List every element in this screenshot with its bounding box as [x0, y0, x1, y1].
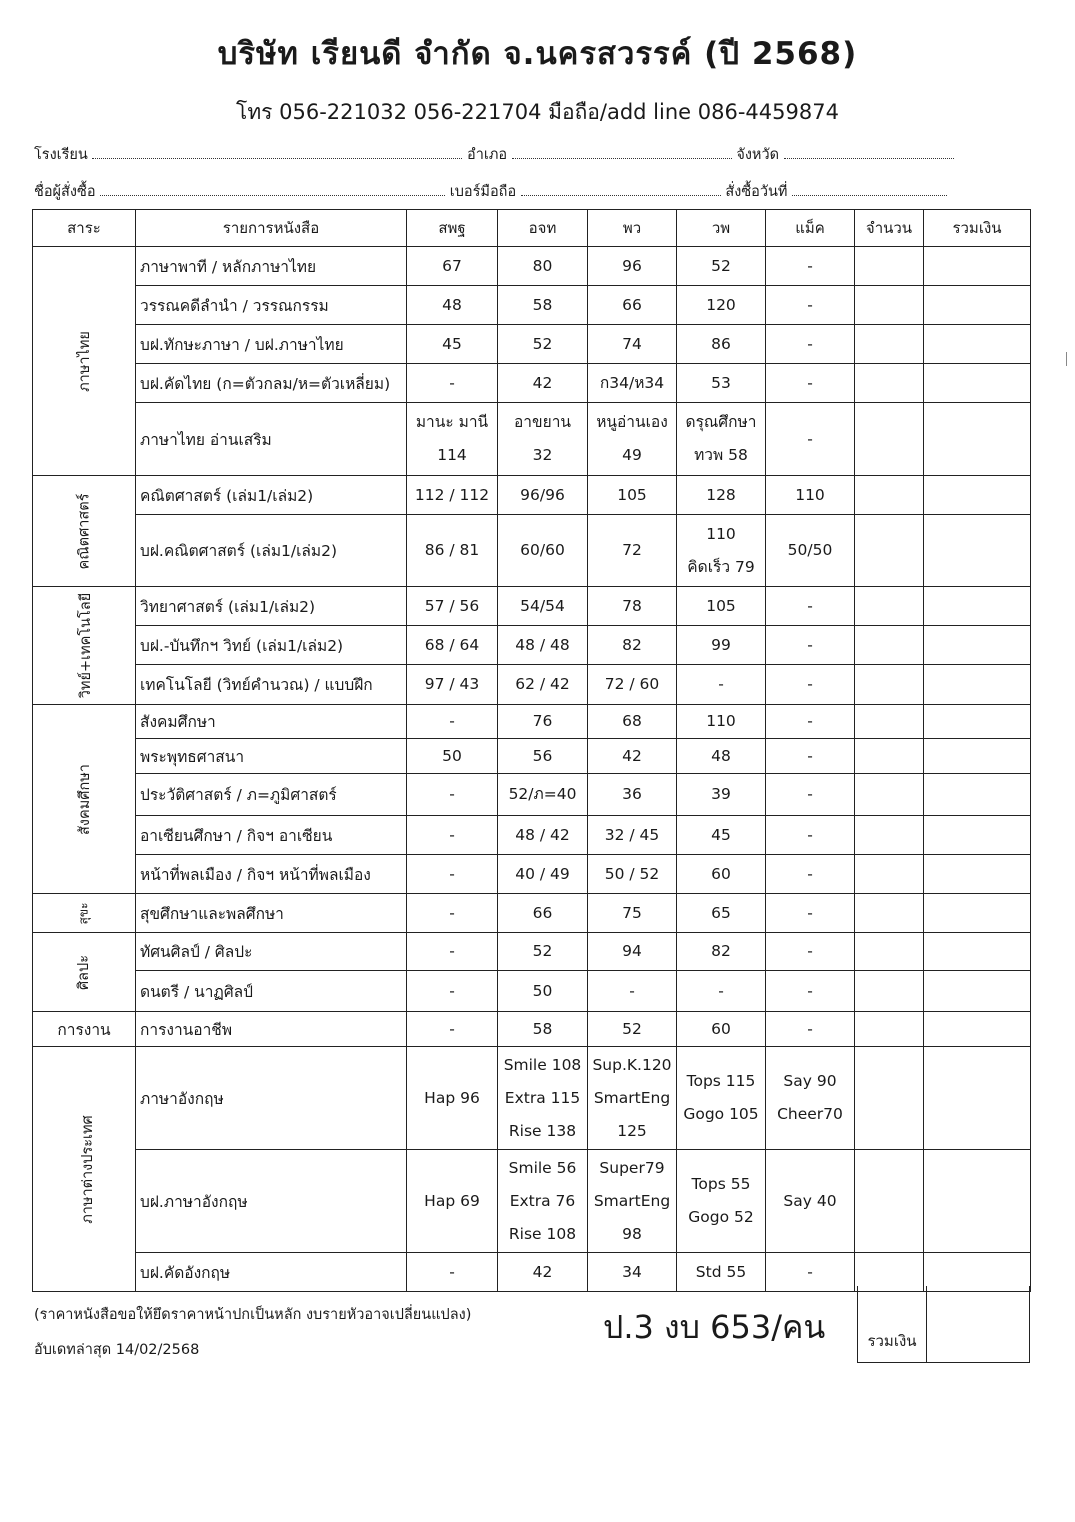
table-row [33, 364, 1031, 403]
book-title: วิทยาศาสตร์ (เล่ม1/เล่ม2) [136, 587, 407, 626]
subject-art: ศิลปะ [33, 933, 136, 1012]
price-cell: 58 [498, 286, 588, 325]
price-cell: - [766, 1012, 855, 1047]
table-row [33, 1047, 1031, 1150]
quantity-cell[interactable] [855, 587, 924, 626]
total-cell[interactable] [924, 587, 1031, 626]
price-cell: 99 [677, 626, 766, 665]
quantity-cell[interactable] [855, 816, 924, 855]
price-cell: - [766, 739, 855, 774]
price-cell: 56 [498, 739, 588, 774]
grand-total-field[interactable] [927, 1286, 1029, 1361]
book-title: วรรณคดีลำนำ / วรรณกรรม [136, 286, 407, 325]
price-cell: 110 [766, 476, 855, 515]
total-cell[interactable] [924, 1012, 1031, 1047]
quantity-cell[interactable] [855, 403, 924, 476]
table-row [33, 739, 1031, 774]
price-cell: - [407, 816, 498, 855]
price-cell: 48 / 42 [498, 816, 588, 855]
total-cell[interactable] [924, 774, 1031, 816]
price-cell: 50 [498, 971, 588, 1012]
total-cell[interactable] [924, 665, 1031, 705]
district-label: อำเภอ [467, 147, 508, 163]
quantity-cell[interactable] [855, 476, 924, 515]
book-title: การงานอาชีพ [136, 1012, 407, 1047]
price-cell: 57 / 56 [407, 587, 498, 626]
book-title: ทัศนศิลป์ / ศิลปะ [136, 933, 407, 971]
quantity-cell[interactable] [855, 515, 924, 587]
price-cell: 40 / 49 [498, 855, 588, 894]
price-cell: - [766, 894, 855, 933]
quantity-cell[interactable] [855, 286, 924, 325]
subject-foreign: ภาษาต่างประเทศ [33, 1047, 136, 1292]
price-cell: 72 / 60 [588, 665, 677, 705]
school-label: โรงเรียน [34, 147, 88, 163]
price-cell: 54/54 [498, 587, 588, 626]
total-cell[interactable] [924, 1047, 1031, 1150]
form-line-school [34, 143, 954, 166]
quantity-cell[interactable] [855, 971, 924, 1012]
book-title: บฝ.คณิตศาสตร์ (เล่ม1/เล่ม2) [136, 515, 407, 587]
mobile-field[interactable] [521, 182, 721, 196]
price-cell: - [766, 403, 855, 476]
price-cell: - [766, 816, 855, 855]
book-title: เทคโนโลยี (วิทย์คำนวณ) / แบบฝึก [136, 665, 407, 705]
price-cell: Std 55 [677, 1253, 766, 1292]
col-header-quantity: จำนวน [855, 210, 924, 247]
price-cell: 42 [498, 364, 588, 403]
table-row [33, 403, 1031, 476]
total-cell[interactable] [924, 739, 1031, 774]
grand-total-box [857, 1286, 1030, 1363]
price-cell: Hap 69 [407, 1150, 498, 1253]
total-cell[interactable] [924, 971, 1031, 1012]
buyer-label: ชื่อผู้สั่งซื้อ [34, 184, 96, 200]
quantity-cell[interactable] [855, 933, 924, 971]
price-cell: - [407, 1012, 498, 1047]
col-header-subject: สาระ [33, 210, 136, 247]
quantity-cell[interactable] [855, 894, 924, 933]
price-cell: 52 [498, 325, 588, 364]
total-cell[interactable] [924, 705, 1031, 739]
price-cell: 110 คิดเร็ว 79 [677, 515, 766, 587]
table-row [33, 1150, 1031, 1253]
contact-phone: โทร 056-221032 056-221704 มือถือ/add line 086-4459874 [236, 100, 839, 124]
book-title: ดนตรี / นาฏศิลป์ [136, 971, 407, 1012]
price-cell: 110 [677, 705, 766, 739]
quantity-cell[interactable] [855, 325, 924, 364]
price-cell: 52/ภ=40 [498, 774, 588, 816]
col-header-pw: พว [588, 210, 677, 247]
book-title: ภาษาไทย อ่านเสริม [136, 403, 407, 476]
price-cell: 34 [588, 1253, 677, 1292]
table-row [33, 855, 1031, 894]
book-order-table [32, 209, 1031, 1292]
book-title: อาเซียนศึกษา / กิจฯ อาเซียน [136, 816, 407, 855]
quantity-cell[interactable] [855, 1150, 924, 1253]
district-field[interactable] [512, 145, 732, 159]
total-cell[interactable] [924, 247, 1031, 286]
subject-social: สังคมศึกษา [33, 705, 136, 894]
price-cell: - [407, 705, 498, 739]
price-cell: Tops 55 Gogo 52 [677, 1150, 766, 1253]
school-field[interactable] [92, 145, 462, 159]
price-cell: 86 / 81 [407, 515, 498, 587]
price-cell: 78 [588, 587, 677, 626]
price-cell: อาขยาน 32 [498, 403, 588, 476]
price-cell: 50/50 [766, 515, 855, 587]
price-cell: Smile 108 Extra 115 Rise 138 [498, 1047, 588, 1150]
price-cell: 120 [677, 286, 766, 325]
grand-total-label: รวมเงิน [858, 1286, 927, 1362]
price-cell: 80 [498, 247, 588, 286]
price-cell: 50 [407, 739, 498, 774]
subject-health: สุขะ [33, 894, 136, 933]
price-cell: 94 [588, 933, 677, 971]
price-cell: 97 / 43 [407, 665, 498, 705]
quantity-cell[interactable] [855, 774, 924, 816]
company-title: บริษัท เรียนดี จำกัด จ.นครสวรรค์ (ปี 2568) [217, 36, 858, 72]
price-cell: 105 [677, 587, 766, 626]
price-cell: 86 [677, 325, 766, 364]
price-cell: 96/96 [498, 476, 588, 515]
price-cell: - [766, 626, 855, 665]
col-header-wp: วพ [677, 210, 766, 247]
price-cell: - [766, 325, 855, 364]
price-cell: - [407, 774, 498, 816]
price-cell: ก34/ห34 [588, 364, 677, 403]
budget-per-student: ป.3 งบ 653/คน [603, 1308, 826, 1346]
price-cell: 82 [588, 626, 677, 665]
quantity-cell[interactable] [855, 705, 924, 739]
col-header-obec: สพฐ [407, 210, 498, 247]
subject-work: การงาน [33, 1012, 136, 1047]
price-cell: - [766, 364, 855, 403]
book-title: บฝ.คัดอังกฤษ [136, 1253, 407, 1292]
table-row [33, 476, 1031, 515]
order-date-field[interactable] [792, 182, 947, 196]
price-cell: 72 [588, 515, 677, 587]
total-cell[interactable] [924, 816, 1031, 855]
price-cell: - [407, 1253, 498, 1292]
price-note: (ราคาหนังสือขอให้ยึดราคาหน้าปกเป็นหลัก งบรายหัวอาจเปลี่ยนแปลง) [34, 1307, 472, 1323]
quantity-cell[interactable] [855, 665, 924, 705]
subject-thai: ภาษาไทย [33, 247, 136, 476]
col-header-total: รวมเงิน [924, 210, 1031, 247]
price-cell: 42 [588, 739, 677, 774]
price-cell: - [407, 933, 498, 971]
mobile-label: เบอร์มือถือ [449, 184, 517, 200]
order-date-label: สั่งซื้อวันที่ [725, 184, 788, 200]
price-cell: - [766, 855, 855, 894]
table-row [33, 705, 1031, 739]
total-cell[interactable] [924, 515, 1031, 587]
price-cell: - [407, 855, 498, 894]
table-row [33, 971, 1031, 1012]
price-cell: 66 [588, 286, 677, 325]
table-row [33, 1012, 1031, 1047]
price-cell: 62 / 42 [498, 665, 588, 705]
table-row [33, 933, 1031, 971]
price-cell: 45 [677, 816, 766, 855]
table-row [33, 774, 1031, 816]
price-cell: - [407, 364, 498, 403]
quantity-cell[interactable] [855, 626, 924, 665]
price-cell: 48 [677, 739, 766, 774]
price-cell: 48 [407, 286, 498, 325]
total-cell[interactable] [924, 403, 1031, 476]
price-cell: - [766, 286, 855, 325]
table-row [33, 247, 1031, 286]
book-title: คณิตศาสตร์ (เล่ม1/เล่ม2) [136, 476, 407, 515]
price-cell: 39 [677, 774, 766, 816]
price-cell: 96 [588, 247, 677, 286]
price-cell: - [588, 971, 677, 1012]
price-cell: มานะ มานี 114 [407, 403, 498, 476]
table-row [33, 286, 1031, 325]
price-cell: - [766, 587, 855, 626]
total-cell[interactable] [924, 894, 1031, 933]
quantity-cell[interactable] [855, 1047, 924, 1150]
price-cell: - [766, 705, 855, 739]
price-cell: หนูอ่านเอง 49 [588, 403, 677, 476]
table-row [33, 626, 1031, 665]
header-row [33, 210, 1031, 247]
province-label: จังหวัด [736, 147, 780, 163]
price-cell: 58 [498, 1012, 588, 1047]
price-cell: 45 [407, 325, 498, 364]
price-cell: 68 / 64 [407, 626, 498, 665]
price-cell: - [766, 1253, 855, 1292]
price-cell: Tops 115 Gogo 105 [677, 1047, 766, 1150]
book-title: บฝ.ภาษาอังกฤษ [136, 1150, 407, 1253]
book-title: บฝ.คัดไทย (ก=ตัวกลม/ห=ตัวเหลี่ยม) [136, 364, 407, 403]
book-title: บฝ.ทักษะภาษา / บฝ.ภาษาไทย [136, 325, 407, 364]
price-cell: Say 40 [766, 1150, 855, 1253]
book-title: พระพุทธศาสนา [136, 739, 407, 774]
price-cell: 65 [677, 894, 766, 933]
margin-mark [1066, 352, 1067, 366]
table-row [33, 816, 1031, 855]
quantity-cell[interactable] [855, 739, 924, 774]
price-cell: 76 [498, 705, 588, 739]
price-cell: 75 [588, 894, 677, 933]
price-cell: 66 [498, 894, 588, 933]
col-header-mac: แม็ค [766, 210, 855, 247]
subject-science: วิทย์+เทคโนโลยี [33, 587, 136, 705]
price-cell: 32 / 45 [588, 816, 677, 855]
col-header-aksorn: อจท [498, 210, 588, 247]
book-title: ประวัติศาสตร์ / ภ=ภูมิศาสตร์ [136, 774, 407, 816]
price-cell: 74 [588, 325, 677, 364]
col-header-book: รายการหนังสือ [136, 210, 407, 247]
total-cell[interactable] [924, 325, 1031, 364]
total-cell[interactable] [924, 933, 1031, 971]
price-cell: 52 [498, 933, 588, 971]
price-cell: 82 [677, 933, 766, 971]
total-cell[interactable] [924, 626, 1031, 665]
price-cell: - [677, 971, 766, 1012]
price-cell: 36 [588, 774, 677, 816]
table-row [33, 515, 1031, 587]
price-cell: ดรุณศึกษา ทวพ 58 [677, 403, 766, 476]
price-cell: - [407, 894, 498, 933]
total-cell[interactable] [924, 855, 1031, 894]
province-field[interactable] [784, 145, 954, 159]
quantity-cell[interactable] [855, 364, 924, 403]
book-title: บฝ.-บันทึกฯ วิทย์ (เล่ม1/เล่ม2) [136, 626, 407, 665]
price-cell: Say 90 Cheer70 [766, 1047, 855, 1150]
price-cell: - [766, 665, 855, 705]
book-title: ภาษาพาที / หลักภาษาไทย [136, 247, 407, 286]
table-row [33, 894, 1031, 933]
price-cell: 112 / 112 [407, 476, 498, 515]
price-cell: 68 [588, 705, 677, 739]
price-cell: Hap 96 [407, 1047, 498, 1150]
total-cell[interactable] [924, 364, 1031, 403]
price-cell: 67 [407, 247, 498, 286]
subject-math: คณิตศาสตร์ [33, 476, 136, 587]
price-cell: - [677, 665, 766, 705]
form-line-buyer [34, 180, 947, 203]
book-title: สังคมศึกษา [136, 705, 407, 739]
table-row [33, 665, 1031, 705]
total-cell[interactable] [924, 286, 1031, 325]
quantity-cell[interactable] [855, 855, 924, 894]
price-cell: - [766, 247, 855, 286]
price-cell: 128 [677, 476, 766, 515]
book-title: หน้าที่พลเมือง / กิจฯ หน้าที่พลเมือง [136, 855, 407, 894]
quantity-cell[interactable] [855, 247, 924, 286]
price-cell: - [766, 933, 855, 971]
book-title: ภาษาอังกฤษ [136, 1047, 407, 1150]
price-cell: 50 / 52 [588, 855, 677, 894]
price-cell: 105 [588, 476, 677, 515]
last-updated: อับเดทล่าสุด 14/02/2568 [34, 1342, 200, 1358]
price-cell: 52 [677, 247, 766, 286]
price-cell: 53 [677, 364, 766, 403]
table-row [33, 587, 1031, 626]
price-cell: - [766, 774, 855, 816]
price-cell: 52 [588, 1012, 677, 1047]
price-cell: 60 [677, 855, 766, 894]
price-cell: 60 [677, 1012, 766, 1047]
price-cell: Sup.K.120 SmartEng 125 [588, 1047, 677, 1150]
buyer-field[interactable] [100, 182, 445, 196]
price-cell: - [766, 971, 855, 1012]
table-row [33, 325, 1031, 364]
quantity-cell[interactable] [855, 1012, 924, 1047]
price-cell: 60/60 [498, 515, 588, 587]
price-cell: - [407, 971, 498, 1012]
price-cell: Smile 56 Extra 76 Rise 108 [498, 1150, 588, 1253]
total-cell[interactable] [924, 476, 1031, 515]
price-cell: 42 [498, 1253, 588, 1292]
price-cell: 48 / 48 [498, 626, 588, 665]
total-cell[interactable] [924, 1150, 1031, 1253]
book-title: สุขศึกษาและพลศึกษา [136, 894, 407, 933]
price-cell: Super79 SmartEng 98 [588, 1150, 677, 1253]
